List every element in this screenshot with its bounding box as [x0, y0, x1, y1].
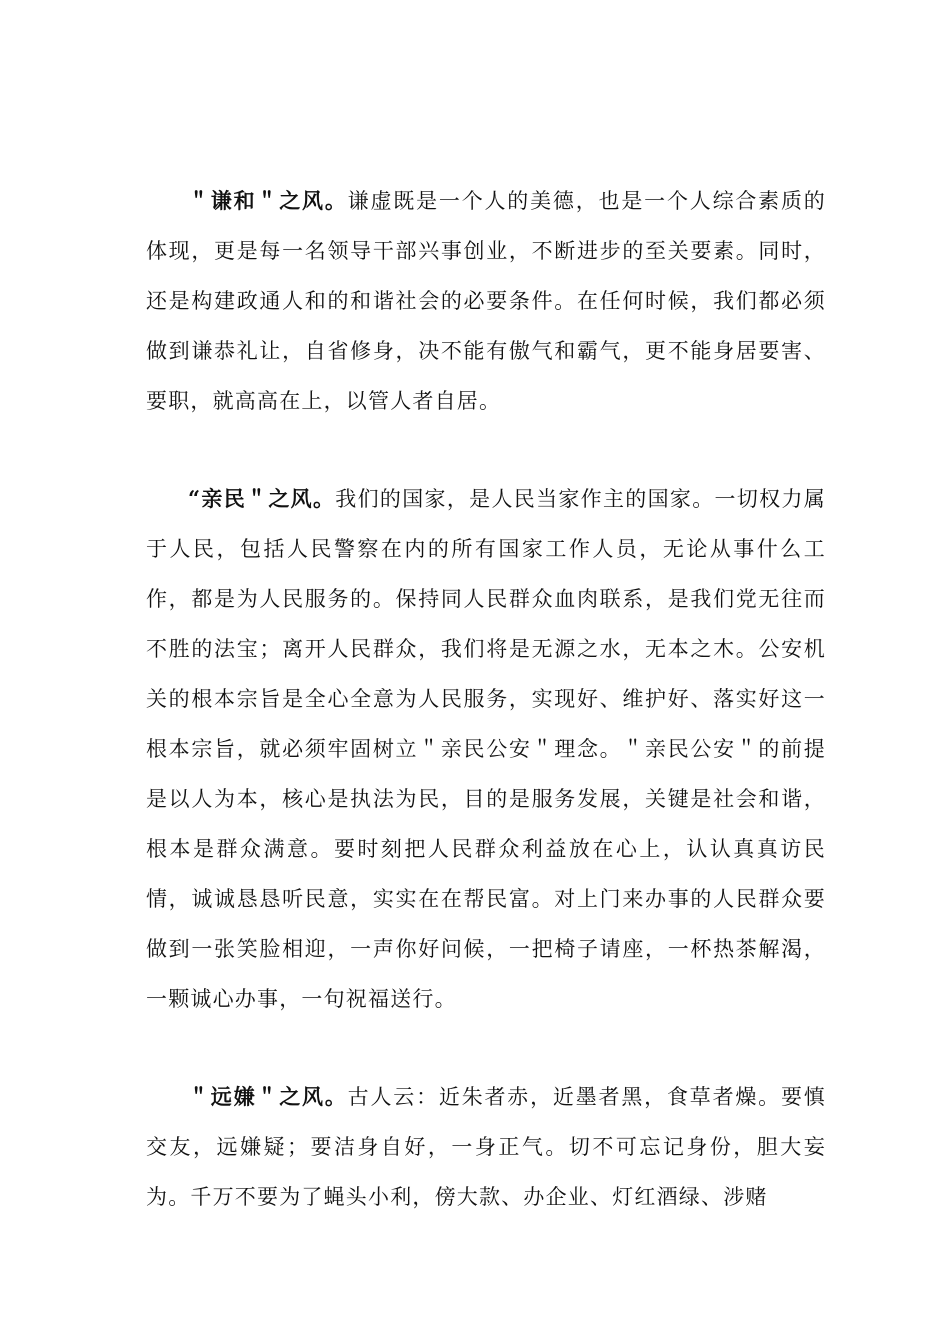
- paragraph-qianhe: [146, 176, 826, 426]
- paragraph-body: 我们的国家，是人民当家作主的国家。一切权力属于人民，包括人民警察在内的所有国家工作人员，无论从事什么工作，都是为人民服务的。保持同人民群众血肉联系，是我们党无往而不胜的法宝；离开人民群众，我们将是无源之水，无本之木。公安机关的根本宗旨是全心全意为人民服务，实现好、维护好、落实好这一根本宗旨，就必须牢固树立＂亲民公安＂理念。＂亲民公安＂的前提是以人为本，核心是执法为民，目的是服务发展，关键是社会和谐，根本是群众满意。要时刻把人民群众利益放在心上，认认真真访民情，诚诚恳恳听民意，实实在在帮民富。对上门来办事的人民群众要做到一张笑脸相迎，一声你好问候，一把椅子请座，一杯热茶解渴，一颗诚心办事，一句祝福送行。: [146, 487, 826, 1011]
- paragraph-heading: “亲民＂之风。: [188, 486, 336, 511]
- paragraph-heading: ＂远嫌＂之风。: [188, 1084, 348, 1109]
- paragraph-heading: ＂谦和＂之风。: [188, 188, 348, 213]
- paragraph-yuanxian: [146, 1072, 826, 1222]
- paragraph-qinmin: [146, 474, 826, 1024]
- paragraph-body: 古人云：近朱者赤，近墨者黑，食草者燥。要慎交友，远嫌疑；要洁身自好，一身正气。切不可忘记身份，胆大妄为。千万不要为了蝇头小利，傍大款、办企业、灯红酒绿、涉赌: [146, 1085, 826, 1209]
- paragraph-body: 谦虚既是一个人的美德，也是一个人综合素质的体现，更是每一名领导干部兴事创业，不断进步的至关要素。同时，还是构建政通人和的和谐社会的必要条件。在任何时候，我们都必须做到谦恭礼让，自省修身，决不能有傲气和霸气，更不能身居要害、要职，就高高在上，以管人者自居。: [146, 189, 826, 413]
